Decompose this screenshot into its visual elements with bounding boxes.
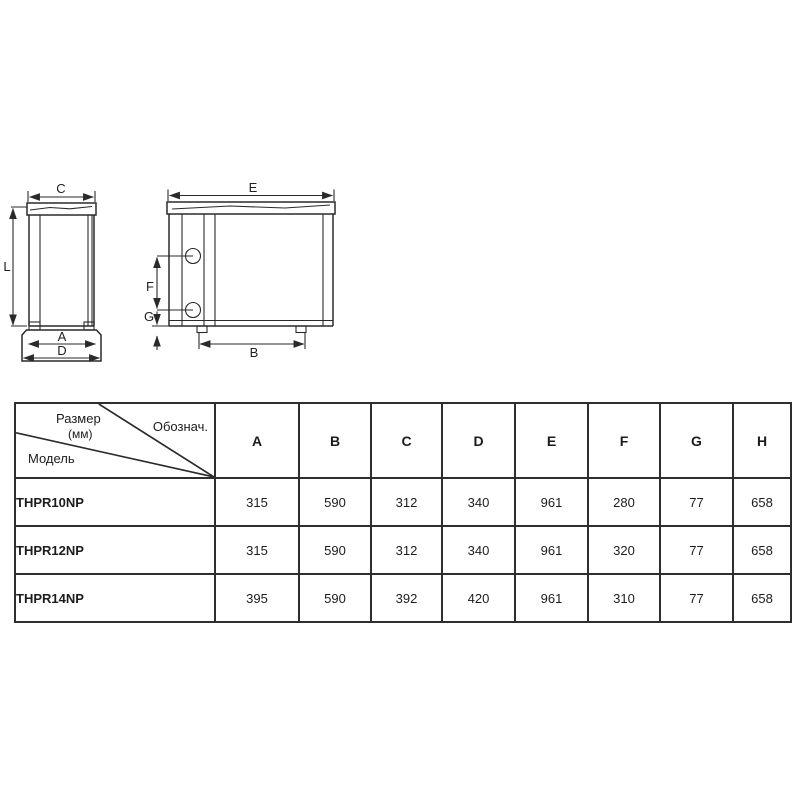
side-body	[29, 215, 94, 326]
dim-label-g: G	[143, 309, 155, 324]
dim-label-a: A	[57, 329, 67, 344]
dim-label-c: C	[56, 181, 66, 196]
column-header-g: G	[660, 403, 733, 478]
table-row	[15, 526, 791, 574]
dim-label-d: D	[57, 343, 67, 358]
value-cell: 420	[442, 574, 515, 622]
value-cell: 312	[371, 526, 442, 574]
front-body	[169, 214, 333, 326]
model-cell: THPR12NP	[15, 526, 215, 574]
table-row	[15, 478, 791, 526]
value-cell: 961	[515, 526, 588, 574]
column-header-d: D	[442, 403, 515, 478]
value-cell: 961	[515, 574, 588, 622]
side-cap-seam	[30, 207, 92, 211]
dim-label-l: L	[3, 259, 11, 274]
side-view-diagram	[3, 181, 101, 361]
value-cell: 392	[371, 574, 442, 622]
value-cell: 658	[733, 478, 791, 526]
value-cell: 658	[733, 526, 791, 574]
side-body-panels	[40, 215, 92, 326]
corner-size-label: Размер	[56, 411, 101, 426]
front-foot-left	[197, 326, 207, 333]
column-header-e: E	[515, 403, 588, 478]
value-cell: 77	[660, 574, 733, 622]
value-cell: 77	[660, 478, 733, 526]
value-cell: 590	[299, 526, 371, 574]
value-cell: 312	[371, 478, 442, 526]
value-cell: 310	[588, 574, 660, 622]
value-cell: 77	[660, 526, 733, 574]
model-cell: THPR10NP	[15, 478, 215, 526]
column-header-b: B	[299, 403, 371, 478]
dim-label-e: E	[248, 180, 258, 195]
front-cap-seam	[172, 205, 330, 209]
value-cell: 590	[299, 574, 371, 622]
front-foot-right	[296, 326, 306, 333]
table-row	[15, 574, 791, 622]
front-view-diagram	[144, 180, 335, 360]
header-row	[15, 403, 791, 478]
value-cell: 340	[442, 526, 515, 574]
value-cell: 315	[215, 526, 299, 574]
column-header-h: H	[733, 403, 791, 478]
dim-label-f: F	[146, 279, 154, 294]
corner-diagonal-lines	[16, 404, 214, 477]
front-body-panels	[169, 214, 333, 326]
port-leader-lines	[152, 256, 193, 326]
value-cell: 320	[588, 526, 660, 574]
column-header-c: C	[371, 403, 442, 478]
corner-cell	[15, 403, 215, 478]
column-header-a: A	[215, 403, 299, 478]
value-cell: 340	[442, 478, 515, 526]
corner-designation-label: Обознач.	[152, 419, 208, 434]
dimensions-table	[14, 402, 792, 623]
value-cell: 315	[215, 478, 299, 526]
value-cell: 658	[733, 574, 791, 622]
corner-model-label: Модель	[28, 451, 75, 466]
value-cell: 280	[588, 478, 660, 526]
column-header-f: F	[588, 403, 660, 478]
model-cell: THPR14NP	[15, 574, 215, 622]
value-cell: 590	[299, 478, 371, 526]
value-cell: 395	[215, 574, 299, 622]
corner-unit-label: (мм)	[68, 427, 93, 441]
value-cell: 961	[515, 478, 588, 526]
dim-label-b: B	[249, 345, 259, 360]
